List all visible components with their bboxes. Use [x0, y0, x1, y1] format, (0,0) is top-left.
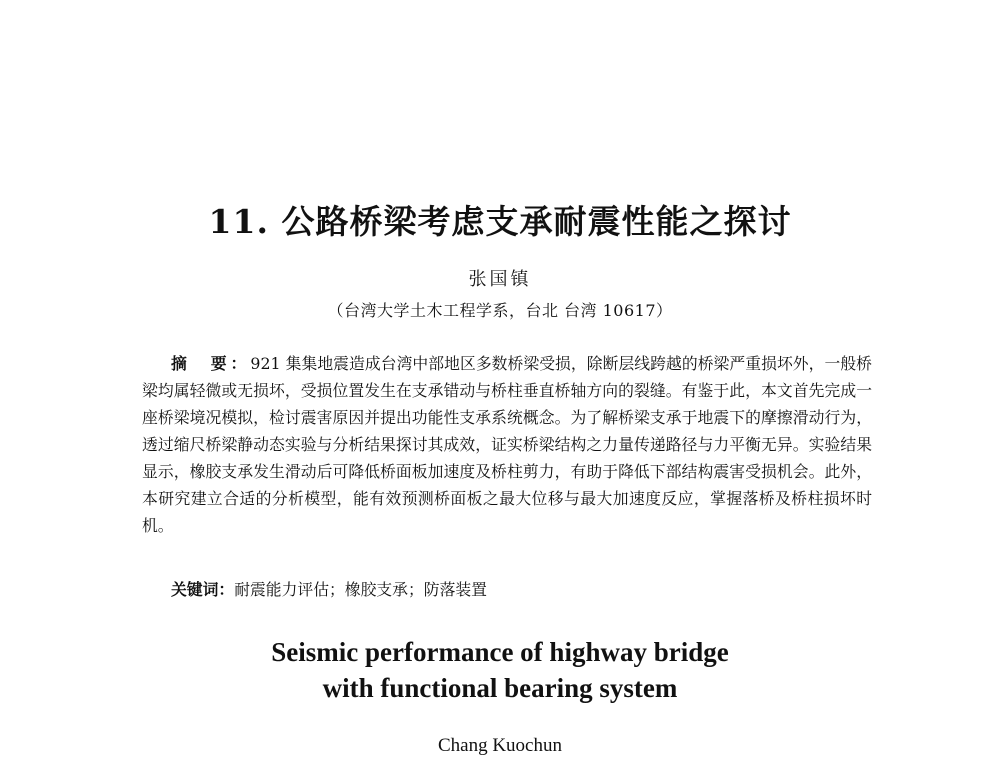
- keywords-line: [171, 576, 487, 603]
- paper-title-chinese: 11. 公路桥梁考虑支承耐震性能之探讨: [208, 202, 792, 241]
- paper-title-english-line-1: Seismic performance of highway bridge: [271, 637, 729, 667]
- abstract-paragraph: [142, 350, 872, 539]
- abstract-label: 摘 要：: [171, 354, 251, 373]
- author-name-chinese: 张国镇: [468, 269, 532, 290]
- keywords-text: 耐震能力评估；橡胶支承；防落装置: [234, 580, 487, 599]
- paper-title-english: [0, 634, 1000, 706]
- paper-title-english-line-2: with functional bearing system: [322, 673, 678, 703]
- author-name-english: Chang Kuochun: [437, 735, 562, 756]
- affiliation-chinese: （台湾大学土木工程学系，台北 台湾 10617）: [327, 301, 673, 320]
- keywords-label: 关键词：: [171, 580, 235, 599]
- abstract-text: 921 集集地震造成台湾中部地区多数桥梁受损，除断层线跨越的桥梁严重损坏外，一般桥梁均属轻微或无损坏，受损位置发生在支承错动与桥柱垂直桥轴方向的裂缝。有鉴于此，本文首先完成一座桥梁境况模拟，检讨震害原因并提出功能性支承系统概念。为了解桥梁支承于地震下的摩擦滑动行为，透过缩尺桥梁静动态实验与分析结果探讨其成效，证实桥梁结构之力量传递路径与力平衡无异。实验结果显示，橡胶支承发生滑动后可降低桥面板加速度及桥柱剪力，有助于降低下部结构震害受损机会。此外，本研究建立合适的分析模型，能有效预测桥面板之最大位移与最大加速度反应，掌握落桥及桥柱损坏时机。: [142, 354, 872, 535]
